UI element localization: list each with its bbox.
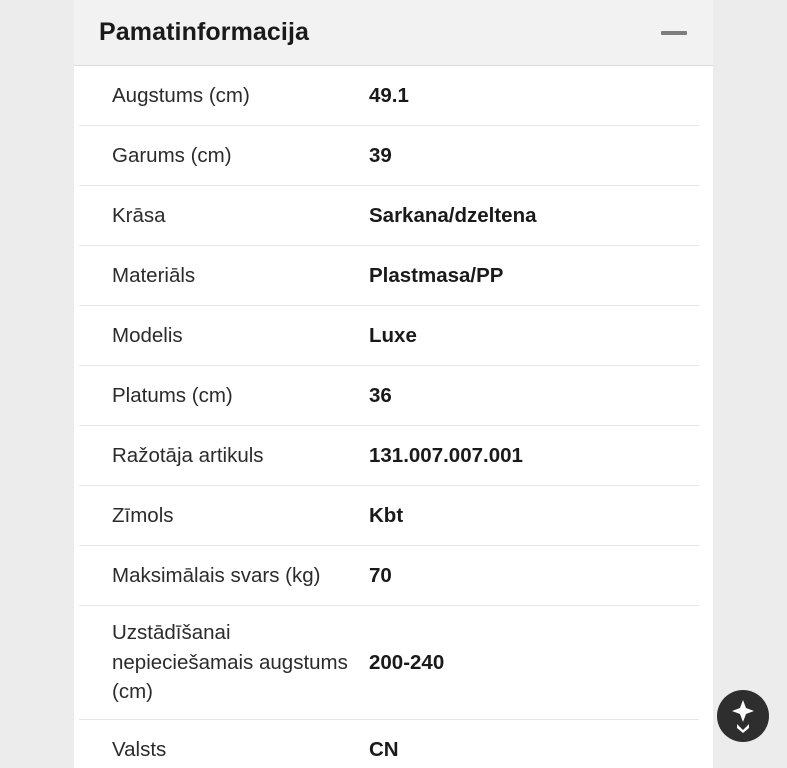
product-spec-page <box>74 0 713 768</box>
table-row <box>79 246 699 306</box>
table-row <box>79 486 699 546</box>
spec-value: Sarkana/dzeltena <box>369 203 537 227</box>
spec-label: Materiāls <box>112 263 196 287</box>
panel-header[interactable] <box>74 0 713 66</box>
spec-table <box>74 66 713 768</box>
spec-label: Platums (cm) <box>112 383 233 407</box>
spec-value: 200-240 <box>369 650 445 674</box>
table-row <box>79 126 699 186</box>
spec-value: Luxe <box>369 323 417 347</box>
spec-label: Uzstādīšanai nepieciešamais augstums (cm) <box>112 620 348 704</box>
table-row <box>79 186 699 246</box>
table-row <box>79 720 699 768</box>
table-row <box>79 606 699 720</box>
spec-label: Krāsa <box>112 203 166 227</box>
spec-value: 131.007.007.001 <box>369 443 523 467</box>
spec-value: CN <box>369 738 399 762</box>
spec-label: Maksimālais svars (kg) <box>112 563 321 587</box>
table-row <box>79 426 699 486</box>
page-title: Pamatinformacija <box>99 18 310 46</box>
spec-label: Augstums (cm) <box>112 83 250 107</box>
spec-label: Ražotāja artikuls <box>112 443 264 467</box>
table-row <box>79 306 699 366</box>
spec-label: Zīmols <box>112 503 174 527</box>
minus-icon[interactable] <box>661 31 687 35</box>
table-row <box>79 546 699 606</box>
table-row <box>79 66 699 126</box>
spec-label: Modelis <box>112 323 183 347</box>
spec-value: Kbt <box>369 503 404 527</box>
spec-value: 70 <box>369 563 392 587</box>
table-row <box>79 366 699 426</box>
spec-label: Valsts <box>112 738 167 762</box>
app-logo-icon <box>717 690 769 742</box>
spec-value: Plastmasa/PP <box>369 263 504 287</box>
spec-value: 39 <box>369 143 392 167</box>
spec-value: 36 <box>369 383 392 407</box>
spec-value: 49.1 <box>369 83 409 107</box>
spec-label: Garums (cm) <box>112 143 232 167</box>
